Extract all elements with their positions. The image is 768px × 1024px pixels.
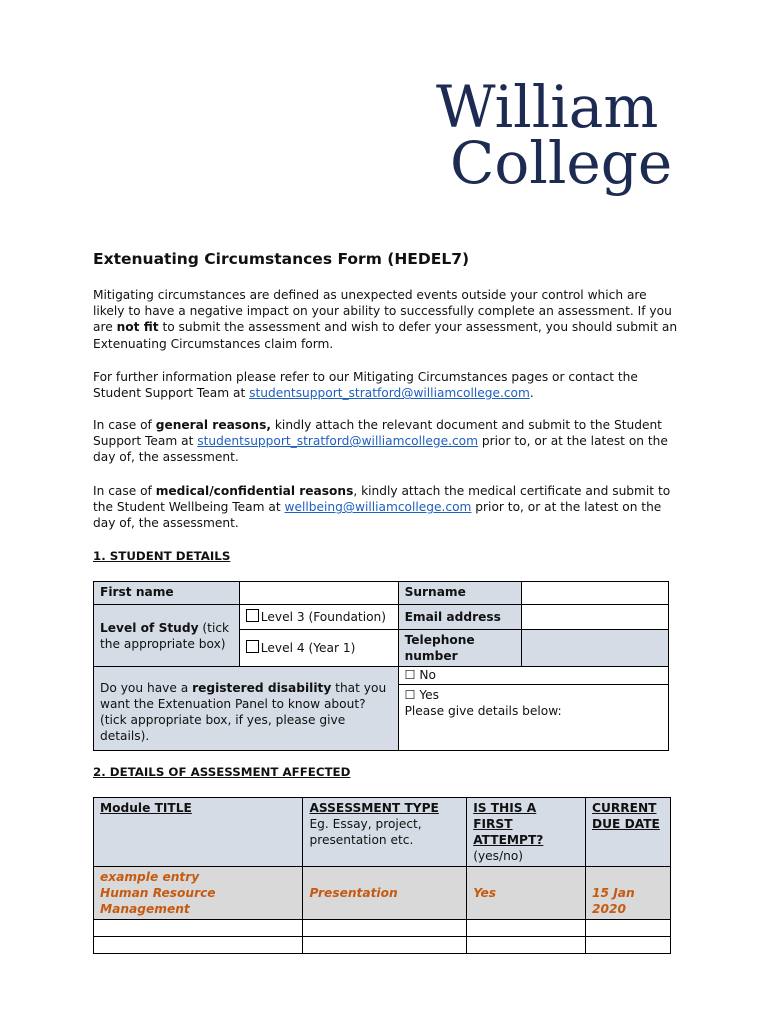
level-4-checkbox[interactable] [246,640,259,653]
form-title: Extenuating Circumstances Form (HEDEL7) [93,250,470,268]
email-label: Email address [398,605,522,630]
level-of-study-label: Level of Study (tick the appropriate box) [94,605,240,667]
support-email-link-2[interactable]: studentsupport_stratford@williamcollege.com [197,434,479,449]
example-type-cell: Presentation [303,867,467,920]
section-1-heading: 1. STUDENT DETAILS [93,549,231,563]
level-3-option[interactable]: Level 3 (Foundation) [239,605,398,630]
disability-yes-option[interactable]: ☐ Yes [404,688,440,702]
level-4-option[interactable]: Level 4 (Year 1) [239,630,398,667]
wellbeing-email-link[interactable]: wellbeing@williamcollege.com [284,500,472,515]
surname-label: Surname [398,582,522,605]
section-2-heading: 2. DETAILS OF ASSESSMENT AFFECTED [93,765,351,779]
support-email-link[interactable]: studentsupport_stratford@williamcollege.com [249,386,530,401]
logo-line-1: William [436,73,659,141]
disability-yes-cell [398,685,668,751]
type-input[interactable] [303,937,467,954]
first-name-label: First name [94,582,240,605]
col-first-attempt: IS THIS A FIRST ATTEMPT? (yes/no) [467,798,586,867]
disability-details-label: Please give details below: [404,704,562,718]
table-row [94,937,671,954]
intro-paragraph-2: For further information please refer to our Mitigating Circumstances pages or contact the Student Support Team at studentsupport_stratford@williamcollege.com. [93,370,638,401]
college-logo [436,73,686,197]
col-module-title: Module TITLE [94,798,303,867]
assessment-table [93,797,671,954]
level-3-checkbox[interactable] [246,609,259,622]
surname-field[interactable] [522,582,669,605]
module-input[interactable] [94,920,303,937]
logo-line-2: College [450,129,673,197]
disability-question: Do you have a registered disability that you want the Extenuation Panel to know about? (tick appropriate box, if yes, please give details). [94,667,399,751]
date-input[interactable] [586,920,671,937]
intro-paragraph-4: In case of medical/confidential reasons, kindly attach the medical certificate and submit to the Student Wellbeing Team at wellbeing@williamcollege.com prior to, or at the latest on the day of, the assessment. [93,484,671,531]
type-input[interactable] [303,920,467,937]
col-due-date: CURRENT DUE DATE [586,798,671,867]
date-input[interactable] [586,937,671,954]
example-module-cell: example entry Human Resource Management [94,867,303,920]
col-assessment-type: ASSESSMENT TYPE Eg. Essay, project, presentation etc. [303,798,467,867]
attempt-input[interactable] [467,920,586,937]
example-attempt-cell: Yes [467,867,586,920]
student-details-table [93,581,669,751]
intro-paragraph-3: In case of general reasons, kindly attach the relevant document and submit to the Student Support Team at studentsupport_stratford@williamcollege.com prior to, or at the latest on the day of, the assessment. [93,418,668,465]
telephone-label: Telephone number [398,630,522,667]
email-field[interactable] [522,605,669,630]
telephone-field[interactable] [522,630,669,667]
first-name-field[interactable] [239,582,398,605]
attempt-input[interactable] [467,937,586,954]
disability-no-option[interactable]: ☐ No [398,667,668,685]
intro-paragraph-1: Mitigating circumstances are defined as unexpected events outside your control which are likely to have a negative impact on your ability to successfully complete an assessment. If you are not fit to submit the assessment and wish to defer your assessment, you should submit an Extenuating Circumstances claim form. [93,288,678,351]
table-row [94,920,671,937]
example-date-cell: 15 Jan 2020 [586,867,671,920]
module-input[interactable] [94,937,303,954]
